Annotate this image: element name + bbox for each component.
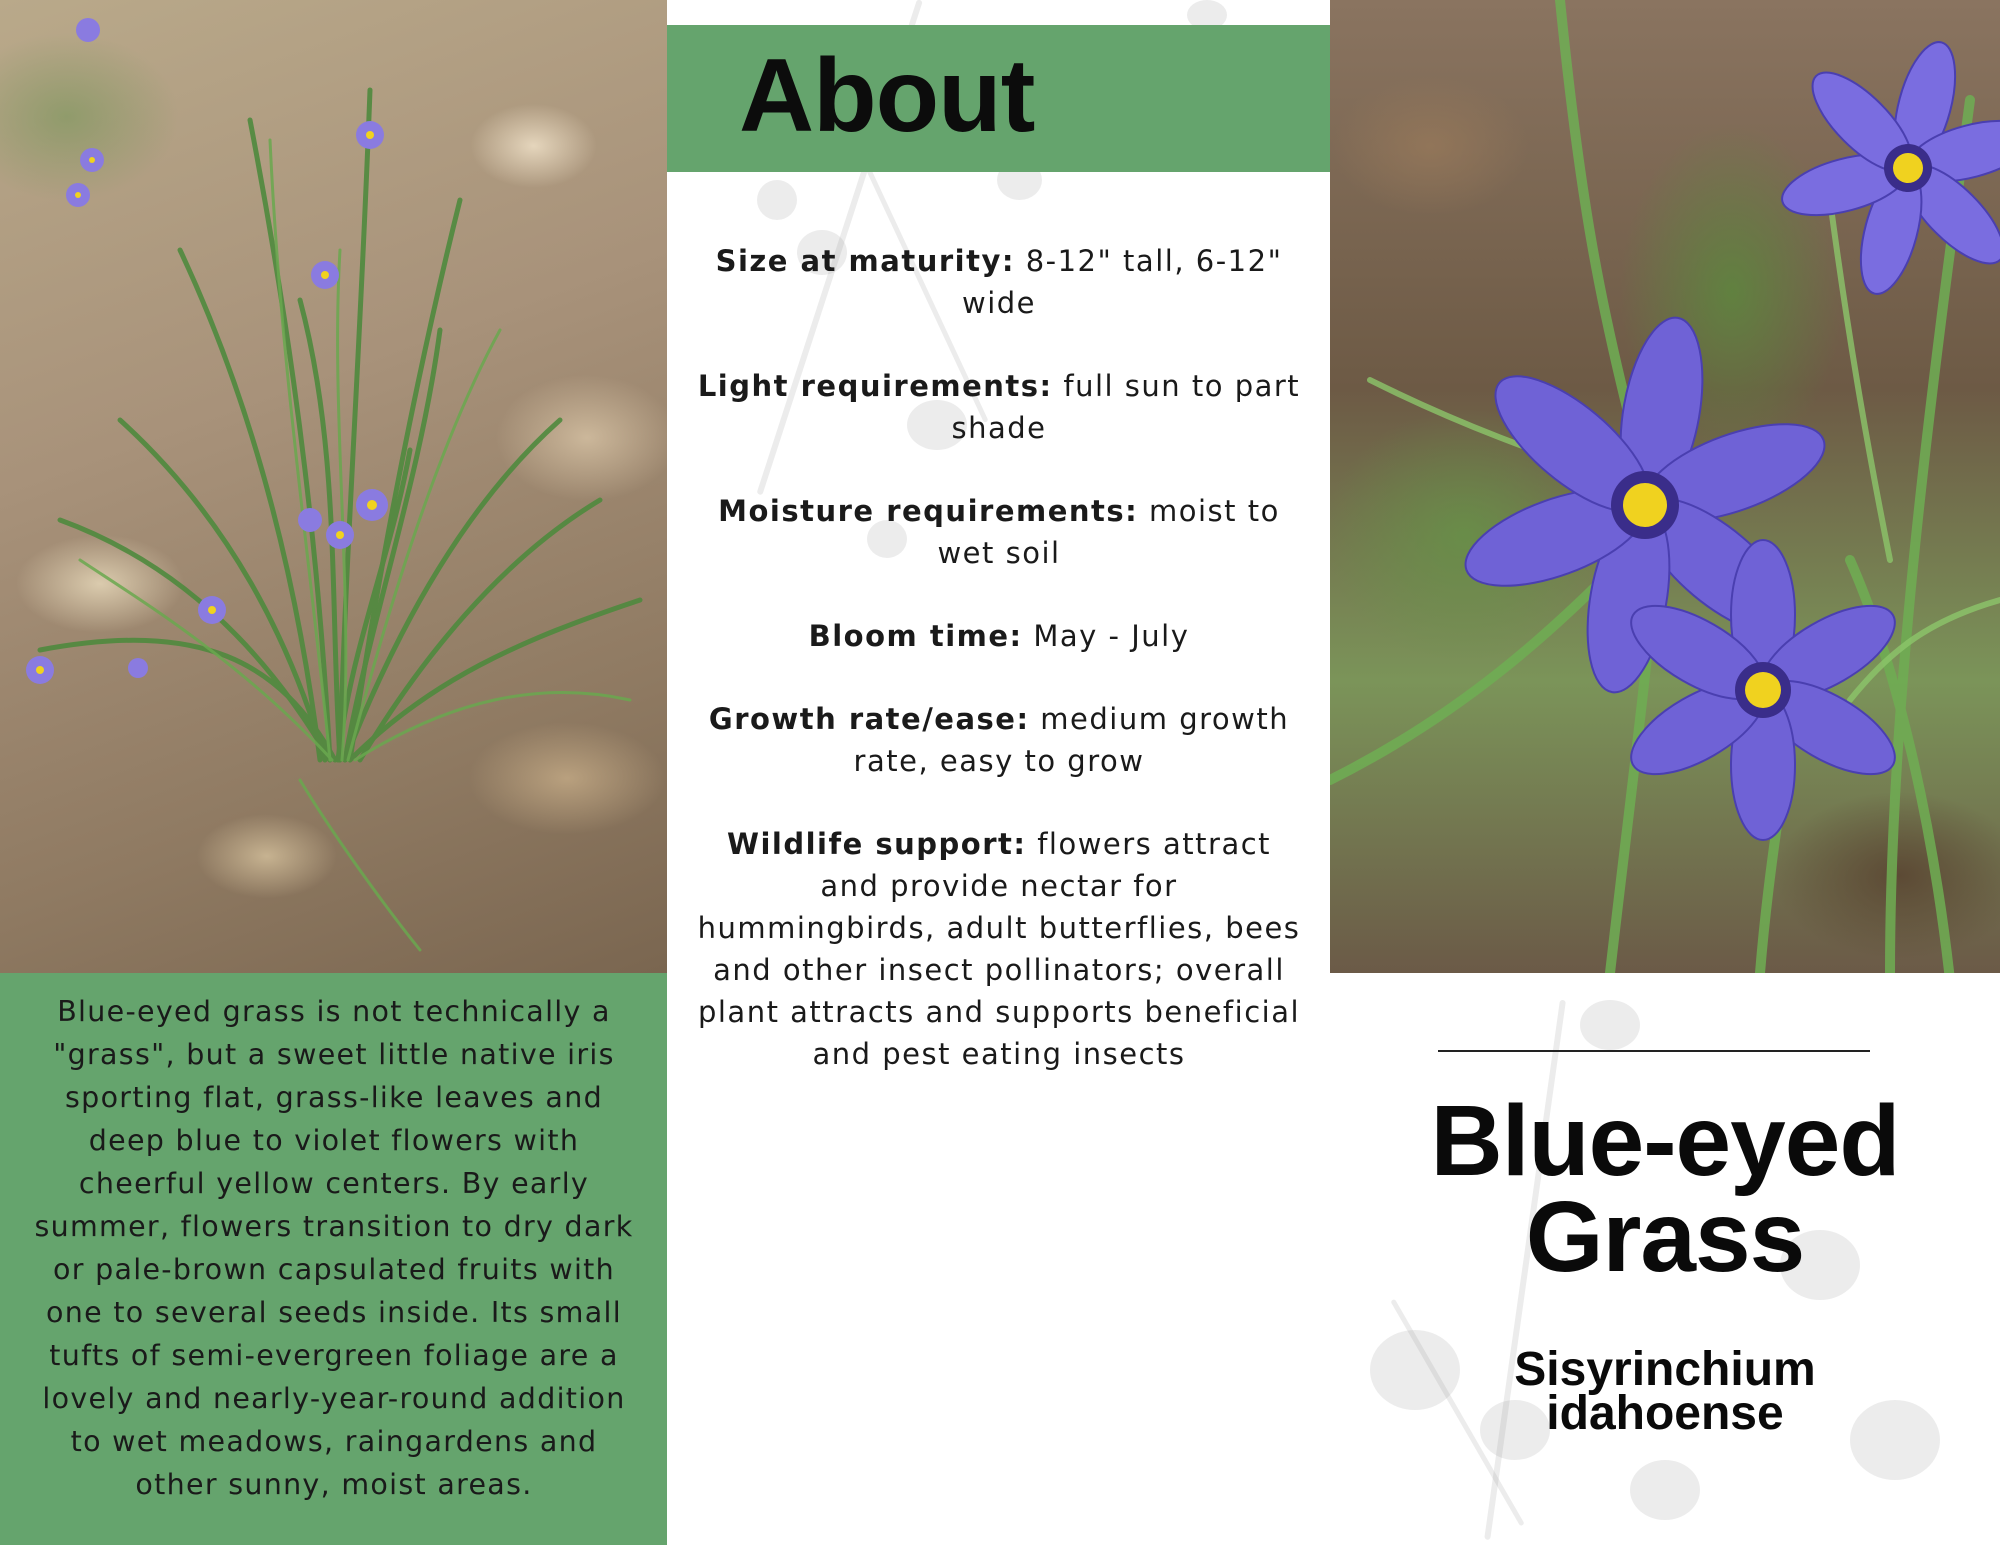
fact-wildlife-support (697, 823, 1301, 1075)
latin-name-line-2: idahoense (1546, 1387, 1784, 1440)
divider-line (1438, 1050, 1870, 1052)
grass-clump-illustration (0, 0, 667, 973)
fact-light (697, 365, 1301, 449)
fact-value: full sun to part shade (951, 369, 1301, 445)
fact-label: Size at maturity: (715, 244, 1015, 278)
small-flower (1776, 36, 2000, 301)
fact-label: Growth rate/ease: (708, 702, 1030, 736)
middle-panel (667, 0, 1330, 1545)
plant-latin-name (1370, 1343, 1960, 1440)
left-panel (0, 0, 667, 1545)
fact-label: Bloom time: (808, 619, 1023, 653)
plant-facts-list (697, 240, 1301, 1116)
fact-bloom-time (697, 615, 1301, 657)
intro-paragraph: Blue-eyed grass is not technically a "grass", but a sweet little native iris sporting flat, grass-like leaves and deep blue to violet flowers with cheerful yellow centers. By early summer, flowers transition to dry dark or pale-brown capsulated fruits with one to several seeds inside. Its small tufts of semi-evergreen foliage are a lovely and nearly-year-round addition to wet meadows, raingardens and other sunny, moist areas. (34, 995, 634, 1501)
fact-value: May - July (1033, 619, 1190, 653)
fact-size (697, 240, 1301, 324)
plant-common-name (1370, 1085, 1960, 1293)
fact-label: Light requirements: (697, 369, 1053, 403)
latin-name-line-1: Sisyrinchium (1514, 1343, 1816, 1396)
flowers-closeup-illustration (1330, 0, 2000, 973)
blue-eyed-grass-flowers-photo (1330, 0, 2000, 973)
common-name-line-1: Blue-eyed (1430, 1085, 1900, 1197)
common-name-line-2: Grass (1525, 1181, 1805, 1293)
right-panel (1330, 0, 2000, 1545)
fact-value: moist to wet soil (937, 494, 1280, 570)
fact-value: flowers attract and provide nectar for hummingbirds, adult butterflies, bees and other insect pollinators; overall plant attracts and supports beneficial and pest eating insects (697, 827, 1301, 1071)
fact-value: medium growth rate, easy to grow (853, 702, 1290, 778)
fact-label: Moisture requirements: (718, 494, 1139, 528)
fact-growth-rate (697, 698, 1301, 782)
fact-value: 8-12" tall, 6-12" wide (961, 244, 1283, 320)
fact-label: Wildlife support: (726, 827, 1027, 861)
about-heading: About (739, 38, 1035, 154)
blue-eyed-grass-clump-photo (0, 0, 667, 973)
fact-moisture (697, 490, 1301, 574)
